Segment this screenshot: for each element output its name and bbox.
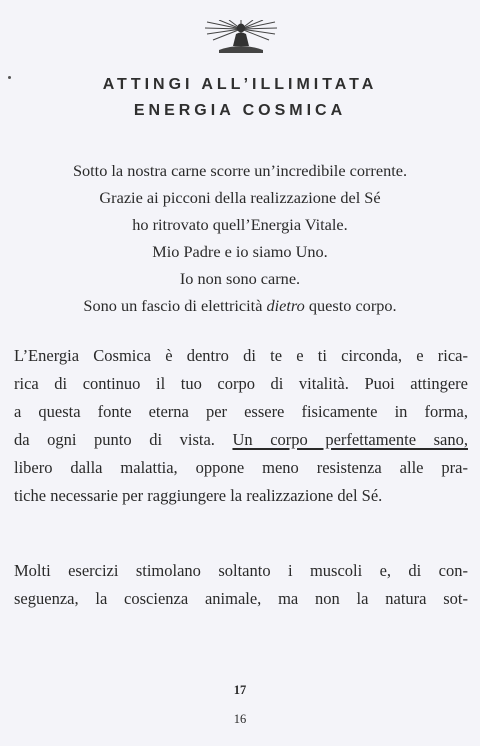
body-line: seguenza, la coscienza animale, ma non la natura sot- [14,589,468,608]
poem-line: Io non sono carne. [179,269,301,288]
body-line: a questa fonte eterna per essere fisicamente in forma, [14,402,468,421]
underlined-phrase: Un corpo perfettamente sano, [232,430,468,449]
poem-italic-word: dietro [266,296,305,315]
chapter-title-line-1: ATTINGI ALL’ILLIMITATA [102,76,378,93]
body-line: tiche necessarie per raggiungere la realizzazione del Sé. [14,486,383,505]
poem-line: ho ritrovato quell’Energia Vitale. [132,215,348,234]
body-paragraph-1 [14,342,468,510]
body-line: L’Energia Cosmica è dentro di te e ti circonda, e rica- [14,346,468,365]
meditating-figure-emblem-icon [205,20,277,54]
poem-line: Mio Padre e io siamo Uno. [152,242,328,261]
poem-text: questo corpo. [304,296,397,315]
body-line [14,426,468,454]
body-text: da ogni punto di vista. [14,430,233,449]
poem [0,157,480,319]
poem-line: Sotto la nostra carne scorre un’incredibile corrente. [72,161,408,180]
chapter-title-line-2: ENERGIA COSMICA [133,102,347,119]
body-line: libero dalla malattia, oppone meno resistenza alle pra- [14,458,468,477]
poem-line: Grazie ai picconi della realizzazione del Sé [99,188,381,207]
page-number-lower: 16 [233,712,247,726]
body-paragraph-2 [14,557,468,613]
body-line: Molti esercizi stimolano soltanto i muscoli e, di con- [14,561,468,580]
poem-line [0,292,480,319]
body-line: rica di continuo il tuo corpo di vitalità. Puoi attingere [14,374,468,393]
page-number-upper: 17 [233,683,247,697]
poem-text: Sono un fascio di elettricità [83,296,267,315]
